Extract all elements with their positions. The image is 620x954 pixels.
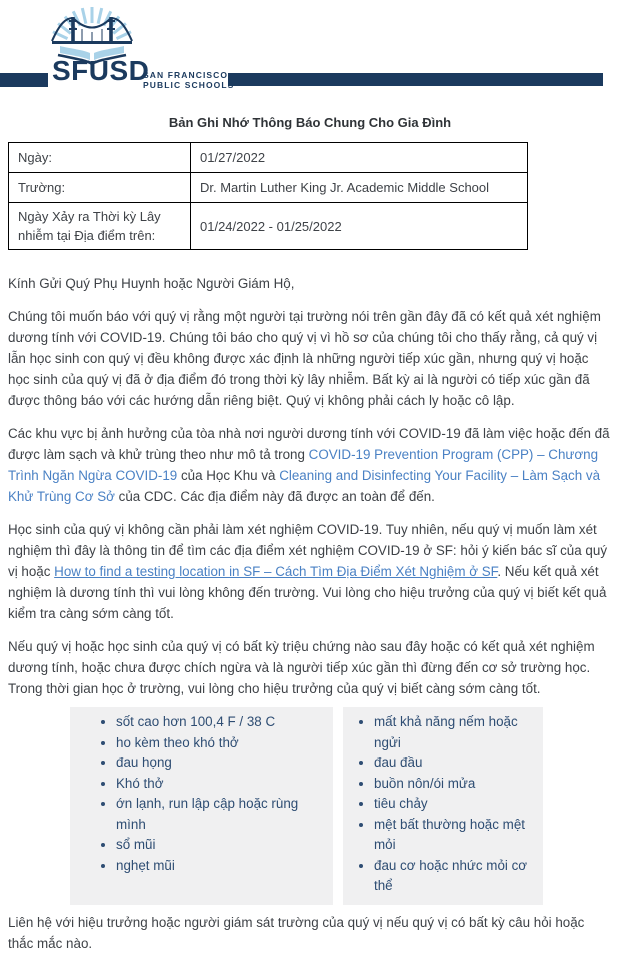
row-label-infectious-period: Ngày Xảy ra Thời kỳ Lây nhiễm tại Địa điểm trên: [9,203,191,250]
testing-location-link[interactable]: How to find a testing location in SF – Cách Tìm Địa Điểm Xét Nghiệm ở SF [54,564,498,579]
paragraph-text: Các khu vực bị ảnh hưởng của tòa nhà nơi người dương tính với COVID-19 đã làm việc hoặc đến đã được làm sạch và khử trùng theo như mô tả trong [8,426,610,462]
sfusd-name-line1: SAN FRANCISCO [143,70,229,80]
cdc-cleaning-link[interactable]: Cleaning and Disinfecting Your Facility – Làm Sạch và Khử Trùng Cơ Sở [8,468,601,504]
symptom-item: • nghẹt mũi [116,856,329,877]
memo-title: Bản Ghi Nhớ Thông Báo Chung Cho Gia Đình [168,115,452,130]
symptom-item: • ho kèm theo khó thở [116,733,329,754]
navy-bar-right [228,73,603,86]
paragraph-text: Học sinh của quý vị không cần phải làm xét nghiệm COVID-19. Tuy nhiên, nếu quý vị muốn làm xét nghiệm thì đây là thông tin để tìm các địa điểm xét nghiệm COVID-19 ở SF: hỏi ý kiến bác sĩ của quý vị hoặc [8,522,608,579]
sfusd-logo-acronym: SFUSD [52,55,150,86]
sfusd-name-line2: PUBLIC SCHOOLS [143,80,235,90]
symptom-item: • tiêu chảy [374,794,539,815]
contact-principal-note: Liên hệ với hiệu trưởng hoặc người giám sát trường của quý vị nếu quý vị có bất kỳ câu hỏi hoặc thắc mắc nào. [8,914,585,951]
table-row [9,203,528,250]
paragraph-symptoms-intro: Nếu quý vị hoặc học sinh của quý vị có bất kỳ triệu chứng nào sau đây hoặc có kết quả xét nghiệm dương tính, hoặc chưa được chích ngừa và là người tiếp xúc gần thì đừng đến cơ sở trường học. Trong thời gian học ở trường, vui lòng cho hiệu trưởng của quý vị biết càng sớm càng tốt. [8,639,595,696]
symptom-item: • Khó thở [116,774,329,795]
paragraph-cleaning [8,423,612,507]
navy-bar-left [0,73,48,87]
symptom-column-right [343,707,543,905]
row-label-school: Trường: [9,173,191,203]
symptom-lists [70,707,620,905]
symptom-item: • mất khả năng nếm hoặc ngửi [374,712,539,753]
row-value-infectious-period: 01/24/2022 - 01/25/2022 [191,203,528,250]
symptom-item: • đau họng [116,753,329,774]
symptom-item: • sổ mũi [116,835,329,856]
paragraph-notification: Chúng tôi muốn báo với quý vị rằng một người tại trường nói trên gần đây đã có kết quả xét nghiệm dương tính với COVID-19. Chúng tôi báo cho quý vị vì hồ sơ của chúng tôi cho thấy rằng, cả quý vị lẫn học sinh con quý vị đều không được xác định là những người tiếp xúc gần, nhưng quý vị hoặc học sinh của quý vị đã ở địa điểm đó trong thời kỳ lây nhiễm. Bất kỳ ai là người có tiếp xúc gần đã được thông báo với các hướng dẫn riêng biệt. Quý vị không phải cách ly hoặc cô lập. [8,309,601,408]
symptom-item: • mệt bất thường hoặc mệt mỏi [374,815,539,856]
row-value-school: Dr. Martin Luther King Jr. Academic Middle School [191,173,528,203]
header [0,0,620,110]
symptom-column-left [70,707,333,905]
symptom-list-left [70,712,329,876]
symptom-item: • sốt cao hơn 100,4 F / 38 C [116,712,329,733]
symptom-item: • ớn lạnh, run lập cập hoặc rùng mình [116,794,329,835]
paragraph-text: . Nếu kết quả xét nghiệm là dương tính thì vui lòng không đến trường. Vui lòng cho hiệu trưởng của quý vị biết kết quả kiểm tra càng sớm càng tốt. [8,564,607,621]
paragraph-testing [8,519,612,624]
paragraph-text: của Học Khu và [177,468,280,483]
table-row [9,143,528,173]
table-row [9,173,528,203]
sfusd-logo-name [143,70,234,90]
symptom-item: • buồn nôn/ói mửa [374,774,539,795]
letter-body [8,273,612,699]
symptom-item: • đau cơ hoặc nhức mỏi cơ thể [374,856,539,897]
symptom-item: • đau đầu [374,753,539,774]
greeting: Kính Gửi Quý Phụ Huynh hoặc Người Giám Hộ, [8,276,295,291]
symptom-list-right [343,712,539,897]
cpp-program-link[interactable]: COVID-19 Prevention Program (CPP) – Chương Trình Ngăn Ngừa COVID-19 [8,447,599,483]
paragraph-text: của CDC. Các địa điểm này đã được an toàn để đến. [114,489,435,504]
info-table [8,142,528,250]
row-label-date: Ngày: [9,143,191,173]
row-value-date: 01/27/2022 [191,143,528,173]
